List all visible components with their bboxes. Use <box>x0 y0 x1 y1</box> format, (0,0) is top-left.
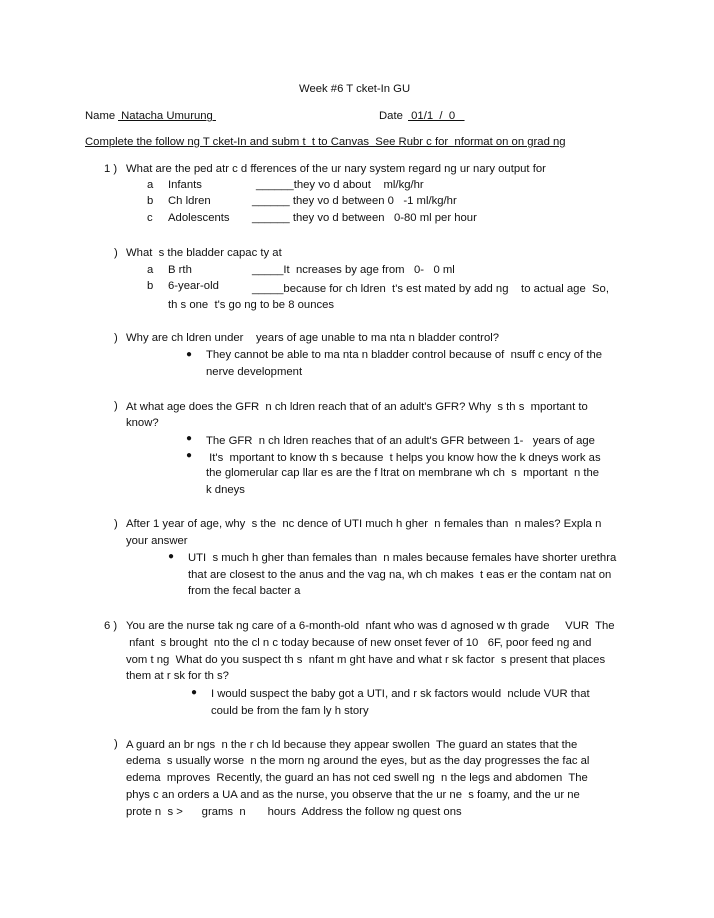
answer-line: I would suspect the baby got a UTI, and r sk factors would nclude VUR that <box>211 688 590 700</box>
instructions: Complete the follow ng T cket-In and subm t t to Canvas See Rubr c for nformat on on grad ng <box>85 136 566 148</box>
item-letter: b <box>147 195 154 207</box>
page-title: Week #6 T cket-In GU <box>299 83 411 95</box>
answer-line: that are closest to the anus and the vag na, wh ch makes t eas er the contam nat on <box>188 569 612 581</box>
answer-line: The GFR n ch ldren reaches that of an adult's GFR between 1- years of age <box>206 435 595 447</box>
answer-line: It's mportant to know th s because t helps you know how the k dneys work as <box>206 452 601 464</box>
answer-line: could be from the fam ly h story <box>211 705 369 717</box>
question-number: ) <box>114 247 118 259</box>
question-text: vom t ng What do you suspect th s nfant m ght have and what r sk factor s present that places <box>126 654 606 666</box>
item-letter: b <box>147 280 154 292</box>
question-text: You are the nurse tak ng care of a 6-month-old nfant who was d agnosed w th grade VUR The <box>126 620 615 632</box>
question-text: A guard an br ngs n the r ch ld because they appear swollen The guard an states that the <box>126 739 578 751</box>
question-text: prote n s > grams n hours Address the follow ng quest ons <box>126 806 462 818</box>
item-answer-continued: th s one t's go ng to be 8 ounces <box>168 299 335 311</box>
question-number: ) <box>114 332 118 344</box>
item-answer: _____because for ch ldren t's est mated by add ng to actual age So, <box>252 283 609 295</box>
bullet-icon: ● <box>186 433 193 444</box>
bullet-icon: ● <box>186 349 193 360</box>
item-label: 6-year-old <box>168 280 219 292</box>
question-text: know? <box>126 417 159 429</box>
item-label: Ch ldren <box>168 195 211 207</box>
answer-line: They cannot be able to ma nta n bladder control because of nsuff c ency of the <box>206 349 603 361</box>
answer-line: the glomerular cap llar es are the f ltrat on membrane wh ch s mportant n the <box>206 467 600 479</box>
item-letter: a <box>147 179 154 191</box>
item-answer: ______ they vo d between 0-80 ml per hour <box>252 212 477 224</box>
name-value: Natacha Umurung <box>118 110 216 122</box>
item-label: Infants <box>168 179 202 191</box>
bullet-icon: ● <box>186 450 193 461</box>
question-text: edema s usually worse n the morn ng around the eyes, but as the day progresses the fac al <box>126 755 590 767</box>
item-answer: _____It ncreases by age from 0- 0 ml <box>252 264 455 276</box>
question-number: ) <box>114 738 118 750</box>
question-text: Why are ch ldren under years of age unable to ma nta n bladder control? <box>126 332 500 344</box>
question-text: At what age does the GFR n ch ldren reach that of an adult's GFR? Why s th s mportant to <box>126 401 588 413</box>
question-text: your answer <box>126 535 188 547</box>
question-text: phys c an orders a UA and as the nurse, you observe that the ur ne s foamy, and the ur ne <box>126 789 580 801</box>
question-number: ) <box>114 400 118 412</box>
question-number: 1 ) <box>104 163 118 175</box>
date-label: Date <box>379 110 403 122</box>
question-text: What are the ped atr c d fferences of the ur nary system regard ng ur nary output for <box>126 163 546 175</box>
question-text: What s the bladder capac ty at <box>126 247 282 259</box>
item-label: B rth <box>168 264 192 276</box>
question-text: them at r sk for th s? <box>126 670 229 682</box>
name-label: Name <box>85 110 116 122</box>
item-letter: a <box>147 264 154 276</box>
answer-line: k dneys <box>206 484 245 496</box>
item-answer: ______they vo d about ml/kg/hr <box>256 179 424 191</box>
answer-line: nerve development <box>206 366 303 378</box>
bullet-icon: ● <box>191 687 198 698</box>
question-text: nfant s brought nto the cl n c today because of new onset fever of 10 6F, poor feed ng and <box>126 637 592 649</box>
answer-line: from the fecal bacter a <box>188 585 301 597</box>
question-text: After 1 year of age, why s the nc dence of UTI much h gher n females than n males? Expla n <box>126 518 602 530</box>
question-text: edema mproves Recently, the guard an has not ced swell ng n the legs and abdomen The <box>126 772 588 784</box>
bullet-icon: ● <box>168 551 175 562</box>
item-label: Adolescents <box>168 212 230 224</box>
item-letter: c <box>147 212 153 224</box>
question-number: ) <box>114 518 118 530</box>
date-value: 01/1 / 0 <box>408 110 465 122</box>
answer-line: UTI s much h gher than females than n males because females have shorter urethra <box>188 552 617 564</box>
question-number: 6 ) <box>104 620 118 632</box>
item-answer: ______ they vo d between 0 -1 ml/kg/hr <box>252 195 457 207</box>
